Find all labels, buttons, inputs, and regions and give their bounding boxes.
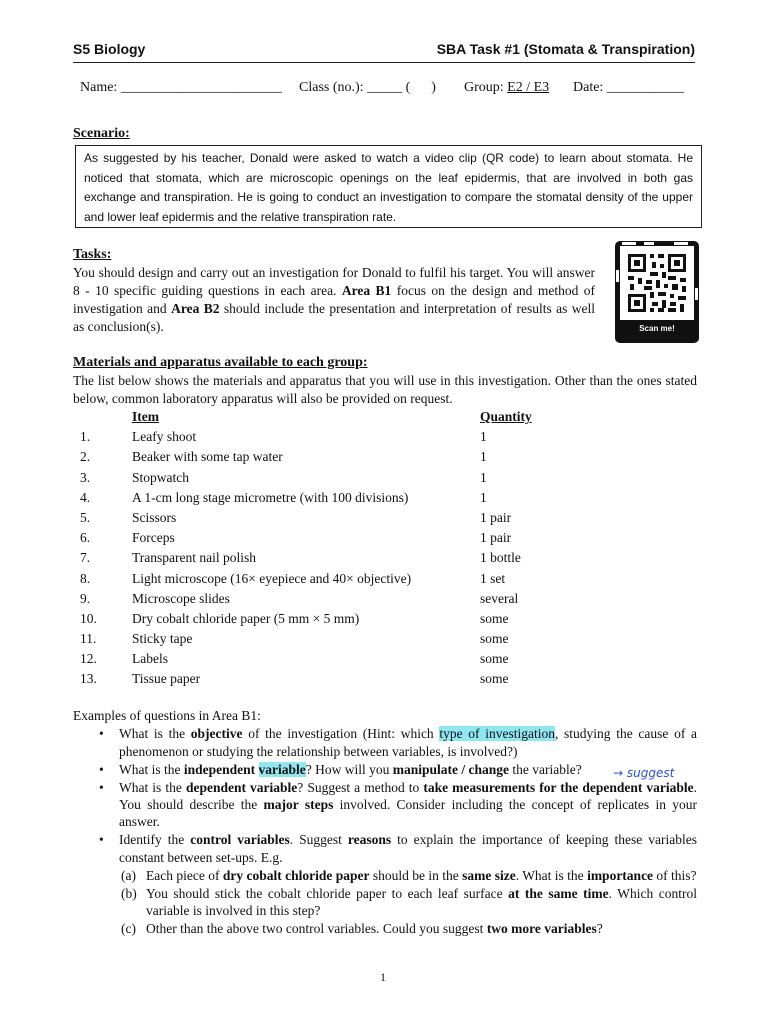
sb-bold: at the same time <box>508 885 609 901</box>
table-row <box>73 510 532 530</box>
row-number: 11. <box>80 631 97 647</box>
q1-text-2: of the investigation (Hint: which <box>248 726 434 742</box>
row-item: Forceps <box>132 530 175 546</box>
table-row <box>73 530 532 550</box>
table-row <box>73 591 532 611</box>
date-blank: ___________ <box>606 80 684 95</box>
row-quantity: 1 set <box>480 570 506 586</box>
page-number: 1 <box>380 970 386 984</box>
row-item: Transparent nail polish <box>132 550 256 566</box>
list-item <box>73 867 697 884</box>
q4-text-3: to explain the importance of keeping these variables constant between set-ups. E.g. <box>119 832 698 865</box>
highlighted-type-of-investigation: type of investigation <box>439 726 555 742</box>
tasks-title: Tasks: <box>73 247 112 262</box>
list-item <box>73 885 697 920</box>
q1-text-3: , studying the cause of a phenomenon or studying the relationship between variables, is involved?) <box>119 726 698 759</box>
row-quantity: some <box>480 671 509 687</box>
col-item: Item <box>132 409 159 424</box>
q3-text-2: ? Suggest a method to <box>297 779 420 795</box>
sa-bold-2: same size <box>462 867 516 883</box>
page-header <box>73 40 695 63</box>
tasks-part-2: focus on the design and method of investigation and <box>73 283 596 316</box>
q2-text-3: the variable? <box>512 761 582 777</box>
table-row <box>73 651 532 671</box>
table-row <box>73 611 532 631</box>
row-quantity: 1 <box>480 449 487 465</box>
q1-text: What is the <box>119 726 186 742</box>
row-item: Beaker with some tap water <box>132 449 283 465</box>
table-row <box>73 470 532 490</box>
row-item: A 1-cm long stage micrometre (with 100 divisions) <box>132 489 409 505</box>
row-quantity: 1 bottle <box>480 550 521 566</box>
q1-bold: objective <box>190 726 243 742</box>
handwritten-note: → suggest <box>613 766 675 780</box>
sa-bold: dry cobalt chloride paper <box>222 867 370 883</box>
q3-text-4: involved. Consider including the concept of replicates in your answer. <box>119 797 698 830</box>
materials-title: Materials and apparatus available to each group: <box>73 355 368 370</box>
date-label: Date: <box>573 80 604 95</box>
q3-text: What is the <box>119 779 182 795</box>
row-quantity: some <box>480 631 509 647</box>
question-examples <box>73 707 697 938</box>
scenario-title: Scenario: <box>73 126 130 141</box>
table-row <box>73 449 532 469</box>
row-item: Tissue paper <box>132 671 201 687</box>
sa-text-3: . What is the <box>515 867 584 883</box>
row-quantity: 1 pair <box>480 530 512 546</box>
list-item <box>73 920 697 937</box>
table-row <box>73 631 532 651</box>
examples-heading: Examples of questions in Area B1: <box>73 708 261 723</box>
row-item: Stopwatch <box>132 469 189 485</box>
scenario-text: As suggested by his teacher, Donald were asked to watch a video clip (QR code) to learn about stomata. He noticed that stomata, which are microscopic openings on the leaf epidermis, that are involved in both gas exchange and transpiration. He is going to conduct an investigation to compare the stomatal density of the upper and lower leaf epidermis and the relative transpiration rate. <box>84 151 693 224</box>
sc-text: Other than the above two control variables. Could you suggest <box>146 920 484 936</box>
col-number <box>73 409 132 429</box>
task-title: SBA Task #1 (Stomata & Transpiration) <box>436 41 695 57</box>
list-item <box>73 725 697 760</box>
row-item: Scissors <box>132 509 177 525</box>
row-quantity: 1 <box>480 489 487 505</box>
table-row <box>73 429 532 449</box>
row-number: 4. <box>80 489 91 505</box>
row-quantity: 1 pair <box>480 509 512 525</box>
q3-bold-3: major steps <box>263 797 334 813</box>
group-field <box>464 80 549 96</box>
handwritten-annotation <box>611 762 697 784</box>
sub-label-b: (b) <box>121 885 137 901</box>
row-item: Dry cobalt chloride paper (5 mm × 5 mm) <box>132 610 360 626</box>
q3-text-3: . You should describe the <box>119 779 698 813</box>
area-b1: Area B1 <box>341 283 392 298</box>
q4-bold-2: reasons <box>347 832 392 848</box>
list-item <box>73 779 697 831</box>
row-quantity: several <box>480 590 519 606</box>
row-number: 9. <box>80 590 91 606</box>
sa-text-4: of this? <box>656 867 697 883</box>
sa-bold-3: importance <box>587 867 654 883</box>
sb-text-2: . Which control variable is involved in this step? <box>146 885 698 918</box>
q2-text-2: ? How will you <box>305 761 390 777</box>
row-number: 7. <box>80 550 91 566</box>
row-number: 5. <box>80 509 91 525</box>
materials-intro: The list below shows the materials and apparatus that you will use in this investigation. Other than the ones stated below, common laboratory apparatus will also be provided on request. <box>73 373 697 406</box>
row-quantity: some <box>480 610 509 626</box>
row-item: Microscope slides <box>132 590 230 606</box>
name-blank: _______________________ <box>120 80 282 95</box>
q2-text: What is the <box>119 761 181 777</box>
q4-text-2: . Suggest <box>289 832 342 848</box>
bullet-icon: • <box>99 761 104 777</box>
list-item <box>73 761 697 778</box>
row-item: Light microscope (16× eyepiece and 40× objective) <box>132 570 412 586</box>
row-number: 10. <box>80 610 97 626</box>
q4-text: Identify the <box>119 832 185 848</box>
q3-bold-2: take measurements for the dependent variable <box>423 779 694 795</box>
sa-text-2: should be in the <box>372 867 459 883</box>
class-field <box>299 80 436 96</box>
bullet-icon: • <box>99 779 104 795</box>
q3-bold: dependent variable <box>185 779 298 795</box>
group-value: E2 / E3 <box>507 80 550 95</box>
table-row <box>73 671 532 691</box>
sub-label-c: (c) <box>121 920 136 936</box>
row-number: 2. <box>80 449 91 465</box>
tasks-text <box>73 264 595 336</box>
q2-bold: independent <box>183 761 256 777</box>
col-quantity: Quantity <box>480 409 532 424</box>
sc-text-2: ? <box>596 920 603 936</box>
row-number: 13. <box>80 671 97 687</box>
course-title: S5 Biology <box>73 41 146 57</box>
scenario-box <box>75 145 702 228</box>
row-item: Sticky tape <box>132 631 193 647</box>
row-number: 3. <box>80 469 91 485</box>
name-field <box>80 80 282 96</box>
qr-code-icon[interactable] <box>614 240 700 344</box>
list-item <box>73 831 697 866</box>
row-quantity: 1 <box>480 429 487 445</box>
row-item: Leafy shoot <box>132 429 197 445</box>
class-label: Class (no.): <box>299 80 364 95</box>
row-quantity: 1 <box>480 469 487 485</box>
date-field <box>573 80 684 96</box>
sc-bold: two more variables <box>486 920 597 936</box>
table-header-row <box>73 409 532 429</box>
bullet-icon: • <box>99 726 104 742</box>
highlighted-variable: variable <box>258 761 306 777</box>
bullet-icon: • <box>99 832 104 848</box>
tasks-part-3: should include the presentation and interpretation of results as well as conclusion(s). <box>73 301 596 334</box>
table-row <box>73 550 532 570</box>
row-item: Labels <box>132 651 168 667</box>
row-number: 1. <box>80 429 91 445</box>
class-blank: _____ ( ) <box>367 80 436 95</box>
sub-label-a: (a) <box>121 867 136 883</box>
sb-text: You should stick the cobalt chloride paper to each leaf surface <box>146 885 503 901</box>
row-number: 6. <box>80 530 91 546</box>
group-label: Group: <box>464 80 504 95</box>
table-row <box>73 490 532 510</box>
table-row <box>73 571 532 591</box>
sa-text: Each piece of <box>146 867 220 883</box>
tasks-part-1: You should design and carry out an investigation for Donald to fulfil his target. You will answer 8 - 10 specific guiding questions in each area. <box>73 265 595 298</box>
q2-bold-2: manipulate / change <box>392 761 510 777</box>
name-label: Name: <box>80 80 118 95</box>
row-number: 12. <box>80 651 97 667</box>
row-quantity: some <box>480 651 509 667</box>
area-b2: Area B2 <box>171 301 220 316</box>
materials-table <box>73 409 532 692</box>
q4-bold: control variables <box>190 832 290 848</box>
row-number: 8. <box>80 570 91 586</box>
qr-caption: Scan me! <box>639 324 675 333</box>
